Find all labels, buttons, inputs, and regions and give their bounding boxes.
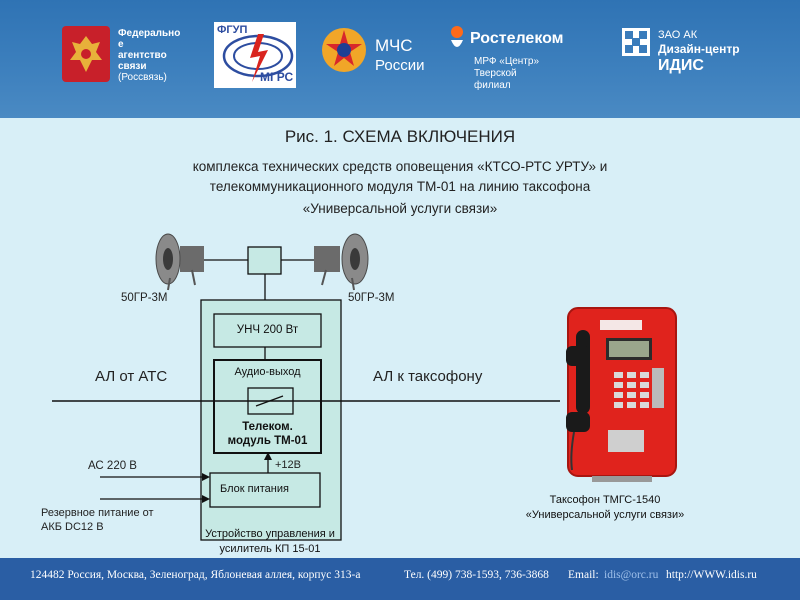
footer-website-link[interactable]: http://WWW.idis.ru: [666, 569, 757, 581]
rostelecom-branch: МРФ «Центр» Тверской филиал: [474, 56, 540, 91]
payphone-caption: Таксофон ТМГС-1540 «Универсальной услуги связи»: [525, 494, 685, 521]
mgrs-label: МГРС: [260, 70, 294, 84]
telecom-module-label: Телеком. модуль ТМ-01: [227, 421, 308, 447]
speaker-right-label: 50ГР-3М: [348, 292, 395, 304]
fgup-label: ФГУП: [217, 24, 248, 36]
mchs-title: МЧС России: [375, 36, 425, 74]
plus12v-label: +12В: [275, 459, 301, 471]
footer-email-label: Email:: [568, 569, 599, 581]
figure-subtitle-line1: комплекса технических средств оповещения «КТСО-РТС УРТУ» и: [192, 159, 608, 174]
footer-address: 124482 Россия, Москва, Зеленоград, Яблоневая аллея, корпус 313-а: [30, 569, 361, 581]
unch-label: УНЧ 200 Вт: [236, 324, 299, 336]
line-from-ats-label: АЛ от АТС: [95, 368, 168, 385]
speaker-left-label: 50ГР-3М: [121, 292, 168, 304]
figure-subtitle-line2: телекоммуникационного модуля ТМ-01 на линию таксофона: [209, 179, 591, 194]
psu-label: Блок питания: [220, 483, 289, 495]
footer-phone: Тел. (499) 738-1593, 736-3868: [404, 569, 549, 581]
device-caption: Устройство управления и усилитель КП 15-01: [205, 528, 335, 555]
speaker-junction-box: [248, 247, 281, 274]
speaker-right-icon: [314, 234, 368, 290]
footer-email-link[interactable]: idis@orc.ru: [604, 569, 659, 581]
audio-out-label: Аудио-выход: [234, 366, 301, 378]
figure-subtitle-line3: «Универсальной услуги связи»: [302, 201, 498, 216]
backup-power-label: Резервное питание от АКБ DC12 В: [41, 507, 154, 533]
footer-bar: [0, 558, 800, 600]
payphone-icon: [566, 308, 676, 482]
rossvyaz-title: Федерально е агентство связи (Россвязь): [118, 28, 181, 83]
line-to-payphone-label: АЛ к таксофону: [373, 368, 483, 385]
idis-title: ЗАО АК Дизайн-центр ИДИС: [658, 29, 740, 74]
ac220-label: АС 220 В: [88, 460, 137, 472]
figure-title: Рис. 1. СХЕМА ВКЛЮЧЕНИЯ: [284, 127, 516, 146]
rostelecom-name: Ростелеком: [470, 30, 564, 47]
speaker-left-icon: [156, 234, 204, 290]
